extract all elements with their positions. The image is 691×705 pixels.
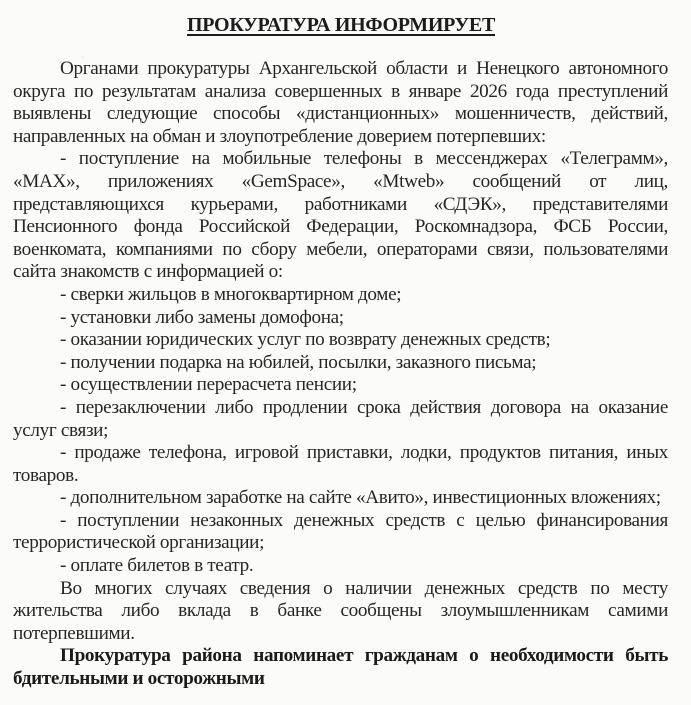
document-body xyxy=(13,58,668,691)
list-item: - установки либо замены домофона; xyxy=(60,306,344,328)
list-item: - оказании юридических услуг по возврату денежных средств; xyxy=(60,329,551,351)
final-notice: Прокуратура района напоминает гражданам о необходимости быть бдительными и осторожными xyxy=(13,645,668,690)
list-item: - получении подарка на юбилей, посылки, заказного письма; xyxy=(60,351,537,373)
intro-paragraph: Органами прокуратуры Архангельской области и Ненецкого автономного округа по результатам анализа совершенных в январе 2026 года преступлений выявлены следующие способы «дистанционных» мошенничеств, действий, направленных на обман и злоупотребление доверием потерпевших: xyxy=(13,58,668,147)
list-item: - сверки жильцов в многоквартирном доме; xyxy=(60,283,402,305)
list-item: - поступлении незаконных денежных средств с целью финансирования террористической организации; xyxy=(13,509,668,554)
list-item: - осуществлении перерасчета пенсии; xyxy=(60,374,357,396)
closing-paragraph: Во многих случаях сведения о наличии денежных средств по месту жительства либо вклада в банке сообщены злоумышленникам самими потерпевшими. xyxy=(13,577,668,644)
list-item: - дополнительном заработке на сайте «Авито», инвестиционных вложениях; xyxy=(60,487,661,509)
list-item: - оплате билетов в театр. xyxy=(60,555,254,577)
lead-list-item: - поступление на мобильные телефоны в мессенджерах «Телеграмм», «MAX», приложениях «GemSpace», «Mtweb» сообщений от лиц, представляющихся курьерами, работниками «СДЭК», представителями Пенсионного фонда Российской Федерации, Роскомнадзора, ФСБ России, военкомата, компаниями по сбору мебели, операторами связи, пользователями сайта знакомств с информацией о: xyxy=(13,148,668,283)
list-item: - продаже телефона, игровой приставки, лодки, продуктов питания, иных товаров. xyxy=(13,442,668,486)
list-item: - перезаключении либо продлении срока действия договора на оказание услуг связи; xyxy=(13,396,668,441)
document-title: ПРОКУРАТУРА ИНФОРМИРУЕТ xyxy=(187,14,495,36)
